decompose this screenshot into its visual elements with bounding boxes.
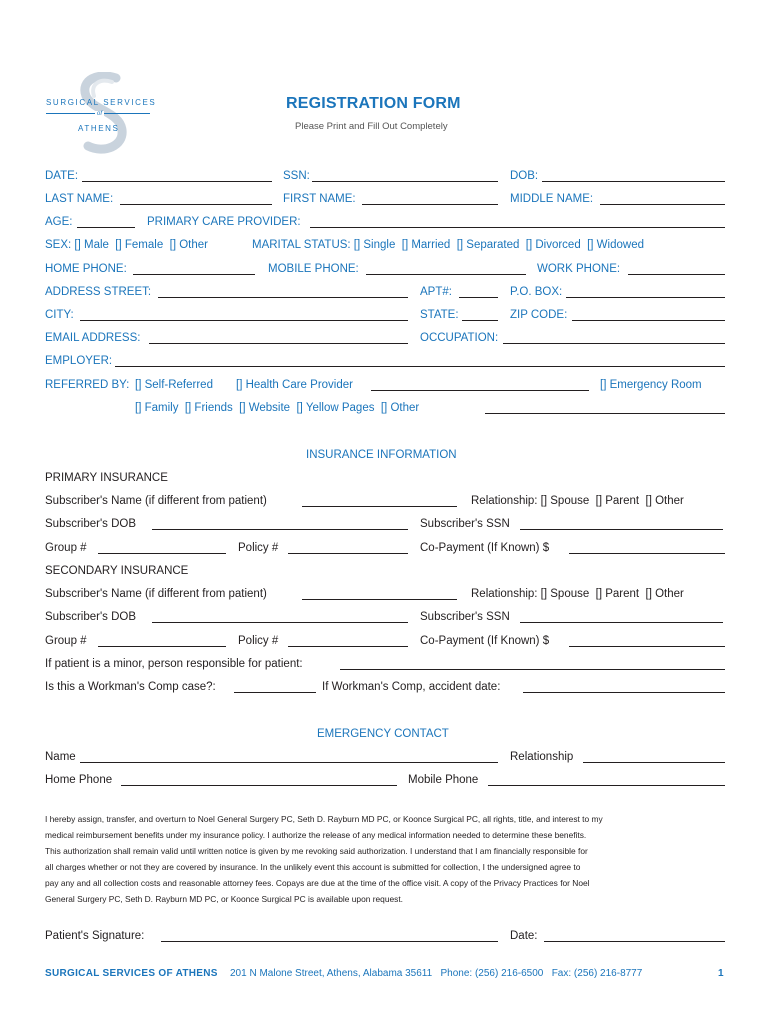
primary-insurance-heading: PRIMARY INSURANCE bbox=[45, 472, 168, 484]
emergency-relationship-label: Relationship bbox=[510, 751, 574, 763]
ssn-label: SSN: bbox=[283, 170, 310, 182]
workman-date-field[interactable] bbox=[523, 692, 725, 693]
emergency-name-field[interactable] bbox=[80, 762, 498, 763]
home-phone-label: HOME PHONE: bbox=[45, 263, 127, 275]
email-field[interactable] bbox=[149, 343, 408, 344]
po-box-field[interactable] bbox=[566, 297, 725, 298]
dob-field[interactable] bbox=[542, 181, 725, 182]
primary-copay-field[interactable] bbox=[569, 553, 725, 554]
authorization-line: This authorization shall remain valid until written notice is given by me revoking said authorization. I understand that I am financially responsible for bbox=[45, 846, 588, 856]
middle-name-label: MIDDLE NAME: bbox=[510, 193, 594, 205]
minor-responsible-field[interactable] bbox=[340, 669, 725, 670]
secondary-subscriber-dob-field[interactable] bbox=[152, 622, 408, 623]
signature-date-field[interactable] bbox=[544, 941, 725, 942]
referred-options-row2[interactable]: [] Family [] Friends [] Website [] Yellow Pages [] Other bbox=[135, 402, 420, 414]
primary-subscriber-name-label: Subscriber's Name (if different from patient) bbox=[45, 495, 267, 507]
marital-status-options[interactable]: MARITAL STATUS: [] Single [] Married [] Separated [] Divorced [] Widowed bbox=[252, 239, 644, 251]
page-number: 1 bbox=[718, 968, 724, 979]
emergency-relationship-field[interactable] bbox=[583, 762, 725, 763]
mobile-phone-field[interactable] bbox=[366, 274, 526, 275]
age-field[interactable] bbox=[77, 227, 135, 228]
apt-field[interactable] bbox=[459, 297, 498, 298]
email-label: EMAIL ADDRESS: bbox=[45, 332, 141, 344]
primary-care-label: PRIMARY CARE PROVIDER: bbox=[147, 216, 301, 228]
middle-name-field[interactable] bbox=[600, 204, 725, 205]
workman-comp-label: Is this a Workman's Comp case?: bbox=[45, 681, 216, 693]
mobile-phone-label: MOBILE PHONE: bbox=[268, 263, 359, 275]
emergency-mobile-phone-field[interactable] bbox=[488, 785, 725, 786]
employer-field[interactable] bbox=[115, 366, 725, 367]
secondary-policy-field[interactable] bbox=[288, 646, 408, 647]
address-field[interactable] bbox=[158, 297, 408, 298]
minor-responsible-label: If patient is a minor, person responsible for patient: bbox=[45, 658, 303, 670]
primary-group-label: Group # bbox=[45, 542, 87, 554]
signature-date-label: Date: bbox=[510, 930, 538, 942]
last-name-field[interactable] bbox=[120, 204, 272, 205]
emergency-home-phone-label: Home Phone bbox=[45, 774, 113, 786]
authorization-line: General Surgery PC, Seth D. Rayburn MD PC, or Koonce Surgical PC is available upon request. bbox=[45, 894, 403, 904]
work-phone-label: WORK PHONE: bbox=[537, 263, 621, 275]
state-field[interactable] bbox=[462, 320, 498, 321]
city-label: CITY: bbox=[45, 309, 74, 321]
authorization-line: all charges whether or not they are covered by insurance. In the unlikely event this account is submitted for collection, I the undersigned agree to bbox=[45, 862, 581, 872]
referred-er-option[interactable]: [] Emergency Room bbox=[600, 379, 702, 391]
primary-policy-label: Policy # bbox=[238, 542, 279, 554]
secondary-subscriber-name-field[interactable] bbox=[302, 599, 457, 600]
secondary-copay-label: Co-Payment (If Known) $ bbox=[420, 635, 550, 647]
emergency-heading: EMERGENCY CONTACT bbox=[317, 728, 449, 740]
primary-copay-label: Co-Payment (If Known) $ bbox=[420, 542, 550, 554]
signature-label: Patient's Signature: bbox=[45, 930, 145, 942]
insurance-heading: INSURANCE INFORMATION bbox=[306, 449, 457, 461]
occupation-field[interactable] bbox=[503, 343, 725, 344]
zip-label: ZIP CODE: bbox=[510, 309, 568, 321]
page-title: REGISTRATION FORM bbox=[286, 95, 461, 112]
secondary-group-label: Group # bbox=[45, 635, 87, 647]
primary-subscriber-ssn-field[interactable] bbox=[520, 529, 723, 530]
secondary-policy-label: Policy # bbox=[238, 635, 279, 647]
authorization-line: I hereby assign, transfer, and overturn to Noel General Surgery PC, Seth D. Rayburn MD PC, or Koonce Surgical PC, all rights, title, and interest to my bbox=[45, 814, 603, 824]
state-label: STATE: bbox=[420, 309, 459, 321]
apt-label: APT#: bbox=[420, 286, 452, 298]
primary-care-field[interactable] bbox=[310, 227, 725, 228]
employer-label: EMPLOYER: bbox=[45, 355, 113, 367]
secondary-subscriber-ssn-label: Subscriber's SSN bbox=[420, 611, 510, 623]
referred-hcp-option[interactable]: [] Health Care Provider bbox=[236, 379, 353, 391]
logo-line2: of bbox=[97, 111, 103, 117]
primary-subscriber-dob-field[interactable] bbox=[152, 529, 408, 530]
secondary-subscriber-name-label: Subscriber's Name (if different from patient) bbox=[45, 588, 267, 600]
age-label: AGE: bbox=[45, 216, 73, 228]
home-phone-field[interactable] bbox=[133, 274, 255, 275]
workman-date-label: If Workman's Comp, accident date: bbox=[322, 681, 501, 693]
city-field[interactable] bbox=[80, 320, 408, 321]
zip-field[interactable] bbox=[572, 320, 725, 321]
authorization-line: medical reimbursement benefits under my insurance policy. I authorize the release of any medical information needed to determine these benefits. bbox=[45, 830, 587, 840]
primary-relationship-options[interactable]: Relationship: [] Spouse [] Parent [] Other bbox=[471, 495, 684, 507]
primary-subscriber-ssn-label: Subscriber's SSN bbox=[420, 518, 510, 530]
hcp-name-field[interactable] bbox=[371, 390, 589, 391]
secondary-group-field[interactable] bbox=[98, 646, 226, 647]
authorization-text bbox=[45, 811, 735, 907]
primary-subscriber-name-field[interactable] bbox=[302, 506, 457, 507]
last-name-label: LAST NAME: bbox=[45, 193, 114, 205]
authorization-line: pay any and all collection costs and reasonable attorney fees. Copays are due at the time of the office visit. A copy of the Privacy Practices for Noel bbox=[45, 878, 590, 888]
emergency-mobile-phone-label: Mobile Phone bbox=[408, 774, 479, 786]
occupation-label: OCCUPATION: bbox=[420, 332, 499, 344]
sex-options[interactable]: SEX: [] Male [] Female [] Other bbox=[45, 239, 208, 251]
referred-other-field[interactable] bbox=[485, 413, 725, 414]
date-label: DATE: bbox=[45, 170, 79, 182]
secondary-subscriber-dob-label: Subscriber's DOB bbox=[45, 611, 137, 623]
emergency-home-phone-field[interactable] bbox=[121, 785, 397, 786]
first-name-field[interactable] bbox=[362, 204, 498, 205]
secondary-relationship-options[interactable]: Relationship: [] Spouse [] Parent [] Other bbox=[471, 588, 684, 600]
primary-policy-field[interactable] bbox=[288, 553, 408, 554]
footer-contact: 201 N Malone Street, Athens, Alabama 35611 Phone: (256) 216-6500 Fax: (256) 216-8777 bbox=[230, 968, 643, 979]
ssn-field[interactable] bbox=[312, 181, 498, 182]
secondary-insurance-heading: SECONDARY INSURANCE bbox=[45, 565, 189, 577]
workman-comp-field[interactable] bbox=[234, 692, 316, 693]
primary-subscriber-dob-label: Subscriber's DOB bbox=[45, 518, 137, 530]
signature-field[interactable] bbox=[161, 941, 498, 942]
emergency-name-label: Name bbox=[45, 751, 76, 763]
logo-line1: SURGICAL SERVICES bbox=[46, 98, 157, 107]
footer-org: SURGICAL SERVICES OF ATHENS bbox=[45, 968, 218, 979]
referred-self-option[interactable]: [] Self-Referred bbox=[135, 379, 213, 391]
secondary-subscriber-ssn-field[interactable] bbox=[520, 622, 723, 623]
dob-label: DOB: bbox=[510, 170, 539, 182]
po-box-label: P.O. BOX: bbox=[510, 286, 563, 298]
page-subtitle: Please Print and Fill Out Completely bbox=[295, 121, 448, 132]
address-label: ADDRESS STREET: bbox=[45, 286, 152, 298]
logo-line3: ATHENS bbox=[78, 124, 120, 133]
first-name-label: FIRST NAME: bbox=[283, 193, 356, 205]
primary-group-field[interactable] bbox=[98, 553, 226, 554]
referred-by-label: REFERRED BY: bbox=[45, 379, 130, 391]
work-phone-field[interactable] bbox=[628, 274, 725, 275]
secondary-copay-field[interactable] bbox=[569, 646, 725, 647]
date-field[interactable] bbox=[82, 181, 272, 182]
